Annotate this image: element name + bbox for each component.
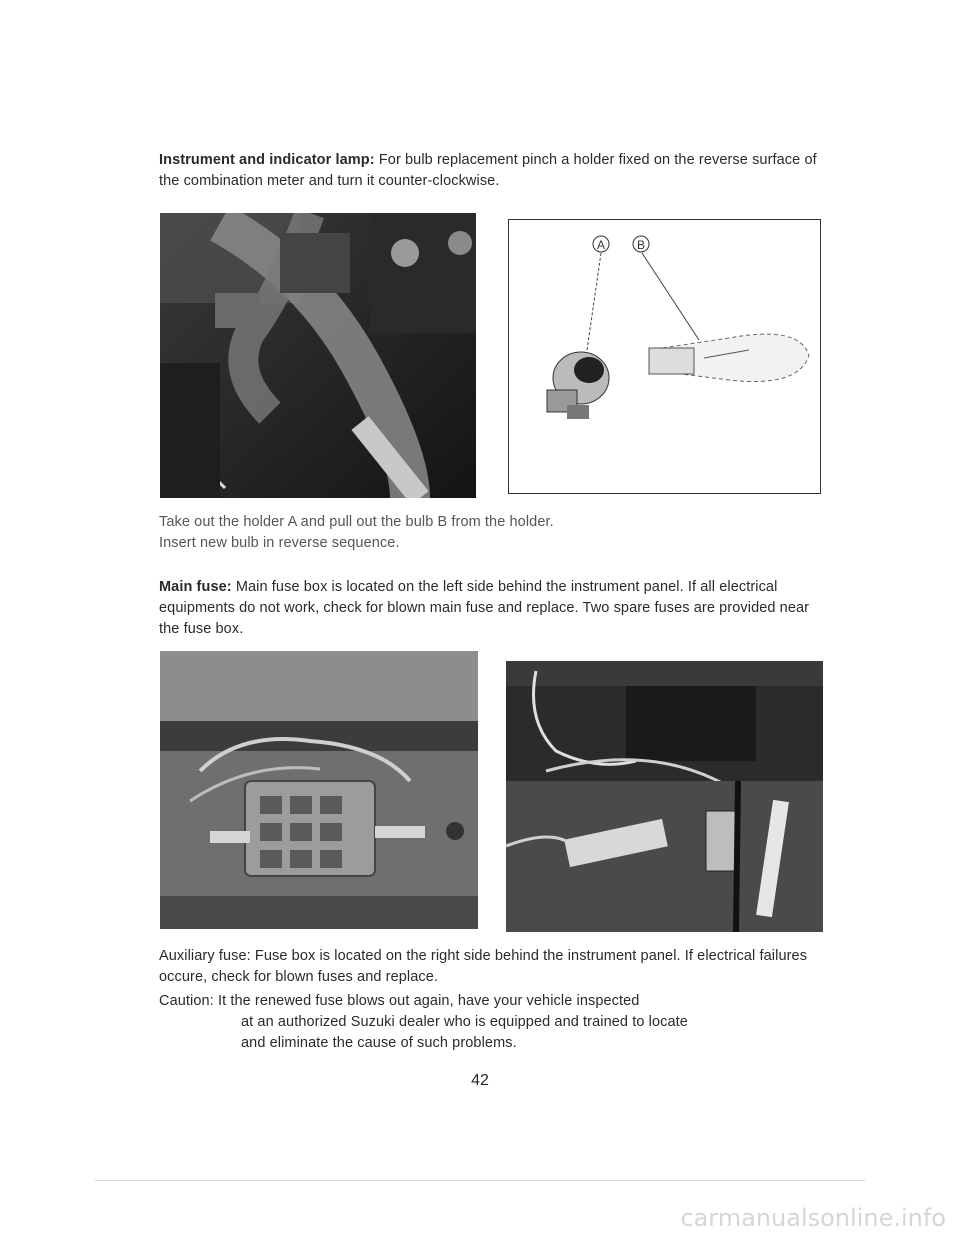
socket-holder-icon bbox=[547, 352, 609, 419]
page-number: 42 bbox=[471, 1072, 489, 1089]
instrument-panel-photo bbox=[160, 213, 476, 498]
instrument-lamp-text: For bulb replacement pinch a holder fixed on the reverse surface of the combination meter and turn it counter-clockwise. bbox=[159, 152, 817, 189]
caution-paragraph bbox=[159, 991, 824, 1054]
holder-caption-line2: Insert new bulb in reverse sequence. bbox=[159, 535, 400, 551]
bulb-icon bbox=[649, 334, 809, 381]
caution-line3: and eliminate the cause of such problems. bbox=[241, 1035, 517, 1051]
main-fuse-box-photo bbox=[160, 651, 478, 929]
watermark: carmanualsonline.info bbox=[680, 1204, 946, 1232]
instrument-lamp-heading: Instrument and indicator lamp: bbox=[159, 152, 375, 168]
auxiliary-fuse-text: Fuse box is located on the right side behind the instrument panel. If electrical failures occure, check for blown fuses and replace. bbox=[159, 948, 808, 985]
main-fuse-paragraph bbox=[159, 577, 824, 640]
auxiliary-fuse-paragraph bbox=[159, 946, 824, 988]
caution-line2: at an authorized Suzuki dealer who is equipped and trained to locate bbox=[241, 1014, 688, 1030]
label-a: A bbox=[597, 238, 606, 252]
caution-label: Caution: bbox=[159, 993, 214, 1009]
auxiliary-fuse-heading: Auxiliary fuse: bbox=[159, 948, 251, 964]
footer-divider bbox=[95, 1180, 865, 1181]
bulb-holder-diagram bbox=[508, 219, 821, 494]
label-b: B bbox=[637, 238, 646, 252]
auxiliary-fuse-photo bbox=[506, 661, 823, 932]
main-fuse-text: Main fuse box is located on the left side behind the instrument panel. If all electrical equipments do not work, check for blown main fuse and replace. Two spare fuses are provided near the fuse box. bbox=[159, 579, 810, 637]
holder-caption-line1: Take out the holder A and pull out the bulb B from the holder. bbox=[159, 514, 554, 530]
instrument-lamp-paragraph bbox=[159, 150, 824, 192]
holder-caption bbox=[159, 512, 824, 554]
caution-line1: It the renewed fuse blows out again, have your vehicle inspected bbox=[217, 993, 640, 1009]
main-fuse-heading: Main fuse: bbox=[159, 579, 232, 595]
